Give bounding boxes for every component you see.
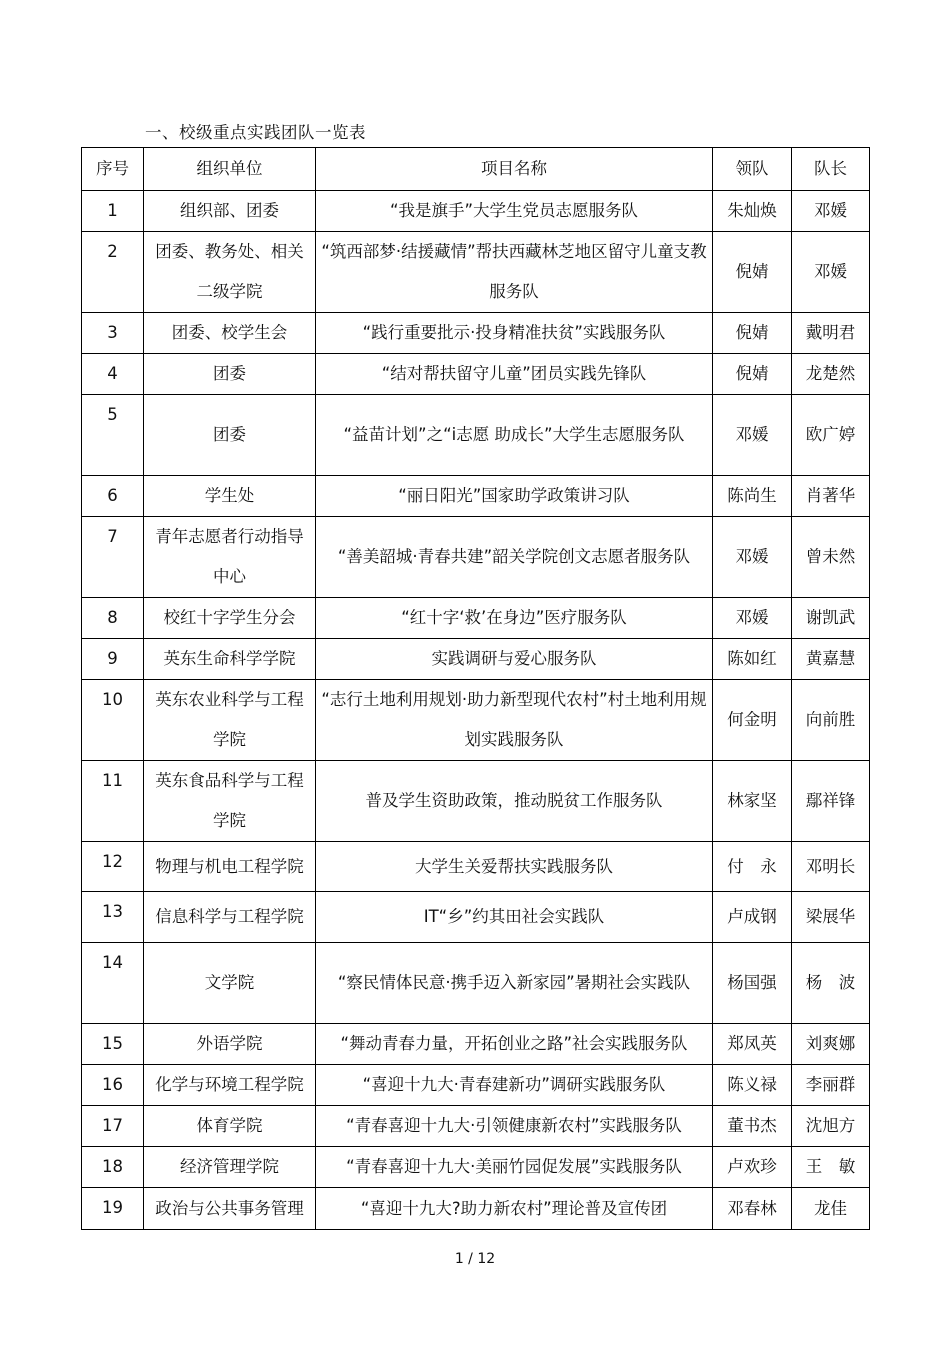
table-row — [82, 354, 870, 395]
unit-cell: 组织部、团委 — [144, 191, 316, 232]
leader-cell: 倪婧 — [713, 354, 792, 395]
unit-cell: 校红十字学生分会 — [144, 598, 316, 639]
unit-cell: 信息科学与工程学院 — [144, 892, 316, 943]
project-cell: “喜迎十九大·青春建新功”调研实践服务队 — [316, 1065, 713, 1106]
unit-cell: 团委、教务处、相关二级学院 — [144, 232, 316, 313]
unit-cell: 物理与机电工程学院 — [144, 842, 316, 892]
captain-cell: 龙楚然 — [792, 354, 870, 395]
table-row — [82, 1147, 870, 1188]
leader-cell: 何金明 — [713, 680, 792, 761]
table-row — [82, 842, 870, 892]
row-number: 10 — [82, 680, 144, 761]
table-row — [82, 943, 870, 1024]
unit-cell: 化学与环境工程学院 — [144, 1065, 316, 1106]
leader-cell: 邓媛 — [713, 598, 792, 639]
row-number: 12 — [82, 842, 144, 892]
table-row — [82, 476, 870, 517]
project-cell: “红十字‘救’在身边”医疗服务队 — [316, 598, 713, 639]
captain-cell: 戴明君 — [792, 313, 870, 354]
captain-cell: 龙佳 — [792, 1188, 870, 1230]
project-cell: IT“乡”约其田社会实践队 — [316, 892, 713, 943]
table-row — [82, 313, 870, 354]
captain-cell: 黄嘉慧 — [792, 639, 870, 680]
captain-cell: 谢凯武 — [792, 598, 870, 639]
leader-cell: 倪婧 — [713, 232, 792, 313]
row-number: 19 — [82, 1188, 144, 1230]
row-number: 8 — [82, 598, 144, 639]
unit-cell: 英东食品科学与工程学院 — [144, 761, 316, 842]
unit-cell: 团委、校学生会 — [144, 313, 316, 354]
row-number: 5 — [82, 395, 144, 476]
project-cell: “筑西部梦·结援藏情”帮扶西藏林芝地区留守儿童支教服务队 — [316, 232, 713, 313]
project-cell: 大学生关爱帮扶实践服务队 — [316, 842, 713, 892]
unit-cell: 团委 — [144, 395, 316, 476]
leader-cell: 邓媛 — [713, 517, 792, 598]
header-captain: 队长 — [792, 148, 870, 191]
table-row — [82, 1024, 870, 1065]
row-number: 6 — [82, 476, 144, 517]
row-number: 18 — [82, 1147, 144, 1188]
table-row — [82, 639, 870, 680]
row-number: 3 — [82, 313, 144, 354]
table-row — [82, 232, 870, 313]
row-number: 11 — [82, 761, 144, 842]
leader-cell: 倪婧 — [713, 313, 792, 354]
captain-cell: 鄢祥锋 — [792, 761, 870, 842]
row-number: 16 — [82, 1065, 144, 1106]
row-number: 4 — [82, 354, 144, 395]
leader-cell: 陈尚生 — [713, 476, 792, 517]
captain-cell: 沈旭方 — [792, 1106, 870, 1147]
captain-cell: 邓媛 — [792, 191, 870, 232]
page-number: 1 / 12 — [454, 1251, 496, 1267]
captain-cell: 曾未然 — [792, 517, 870, 598]
leader-cell: 邓媛 — [713, 395, 792, 476]
leader-cell: 卢欢珍 — [713, 1147, 792, 1188]
leader-cell: 陈义禄 — [713, 1065, 792, 1106]
table-row — [82, 191, 870, 232]
row-number: 15 — [82, 1024, 144, 1065]
project-cell: “青春喜迎十九大·美丽竹园促发展”实践服务队 — [316, 1147, 713, 1188]
leader-cell: 郑凤英 — [713, 1024, 792, 1065]
project-cell: “结对帮扶留守儿童”团员实践先锋队 — [316, 354, 713, 395]
table-header-row — [82, 148, 870, 191]
row-number: 17 — [82, 1106, 144, 1147]
leader-cell: 邓春林 — [713, 1188, 792, 1230]
captain-cell: 邓媛 — [792, 232, 870, 313]
project-cell: “喜迎十九大?助力新农村”理论普及宣传团 — [316, 1188, 713, 1230]
table-row — [82, 761, 870, 842]
leader-cell: 陈如红 — [713, 639, 792, 680]
header-project: 项目名称 — [316, 148, 713, 191]
table-row — [82, 395, 870, 476]
practice-teams-table — [81, 147, 870, 1230]
unit-cell: 英东农业科学与工程学院 — [144, 680, 316, 761]
leader-cell: 董书杰 — [713, 1106, 792, 1147]
leader-cell: 林家坚 — [713, 761, 792, 842]
project-cell: “善美韶城·青春共建”韶关学院创文志愿者服务队 — [316, 517, 713, 598]
row-number: 2 — [82, 232, 144, 313]
project-cell: “志行土地利用规划·助力新型现代农村”村土地利用规划实践服务队 — [316, 680, 713, 761]
project-cell: “我是旗手”大学生党员志愿服务队 — [316, 191, 713, 232]
table-row — [82, 598, 870, 639]
unit-cell: 英东生命科学学院 — [144, 639, 316, 680]
captain-cell: 李丽群 — [792, 1065, 870, 1106]
section-heading: 一、校级重点实践团队一览表 — [145, 123, 366, 142]
header-number: 序号 — [82, 148, 144, 191]
captain-cell: 肖著华 — [792, 476, 870, 517]
captain-cell: 向前胜 — [792, 680, 870, 761]
captain-cell: 邓明长 — [792, 842, 870, 892]
unit-cell: 青年志愿者行动指导中心 — [144, 517, 316, 598]
leader-cell: 卢成钢 — [713, 892, 792, 943]
row-number: 9 — [82, 639, 144, 680]
table-row — [82, 1106, 870, 1147]
row-number: 14 — [82, 943, 144, 1024]
header-leader: 领队 — [713, 148, 792, 191]
captain-cell: 王 敏 — [792, 1147, 870, 1188]
captain-cell: 欧广婷 — [792, 395, 870, 476]
table-row — [82, 1065, 870, 1106]
project-cell: “舞动青春力量，开拓创业之路”社会实践服务队 — [316, 1024, 713, 1065]
table-row — [82, 1188, 870, 1230]
unit-cell: 经济管理学院 — [144, 1147, 316, 1188]
project-cell: “青春喜迎十九大·引领健康新农村”实践服务队 — [316, 1106, 713, 1147]
captain-cell: 刘爽娜 — [792, 1024, 870, 1065]
project-cell: 普及学生资助政策，推动脱贫工作服务队 — [316, 761, 713, 842]
leader-cell: 付 永 — [713, 842, 792, 892]
project-cell: “践行重要批示·投身精准扶贫”实践服务队 — [316, 313, 713, 354]
header-unit: 组织单位 — [144, 148, 316, 191]
table-row — [82, 892, 870, 943]
unit-cell: 政治与公共事务管理 — [144, 1188, 316, 1230]
project-cell: “丽日阳光”国家助学政策讲习队 — [316, 476, 713, 517]
row-number: 1 — [82, 191, 144, 232]
row-number: 13 — [82, 892, 144, 943]
unit-cell: 学生处 — [144, 476, 316, 517]
table-row — [82, 517, 870, 598]
captain-cell: 杨 波 — [792, 943, 870, 1024]
table-row — [82, 680, 870, 761]
captain-cell: 梁展华 — [792, 892, 870, 943]
unit-cell: 文学院 — [144, 943, 316, 1024]
project-cell: “察民情体民意·携手迈入新家园”暑期社会实践队 — [316, 943, 713, 1024]
row-number: 7 — [82, 517, 144, 598]
unit-cell: 团委 — [144, 354, 316, 395]
leader-cell: 朱灿焕 — [713, 191, 792, 232]
unit-cell: 外语学院 — [144, 1024, 316, 1065]
unit-cell: 体育学院 — [144, 1106, 316, 1147]
project-cell: 实践调研与爱心服务队 — [316, 639, 713, 680]
project-cell: “益苗计划”之“i志愿 助成长”大学生志愿服务队 — [316, 395, 713, 476]
leader-cell: 杨国强 — [713, 943, 792, 1024]
